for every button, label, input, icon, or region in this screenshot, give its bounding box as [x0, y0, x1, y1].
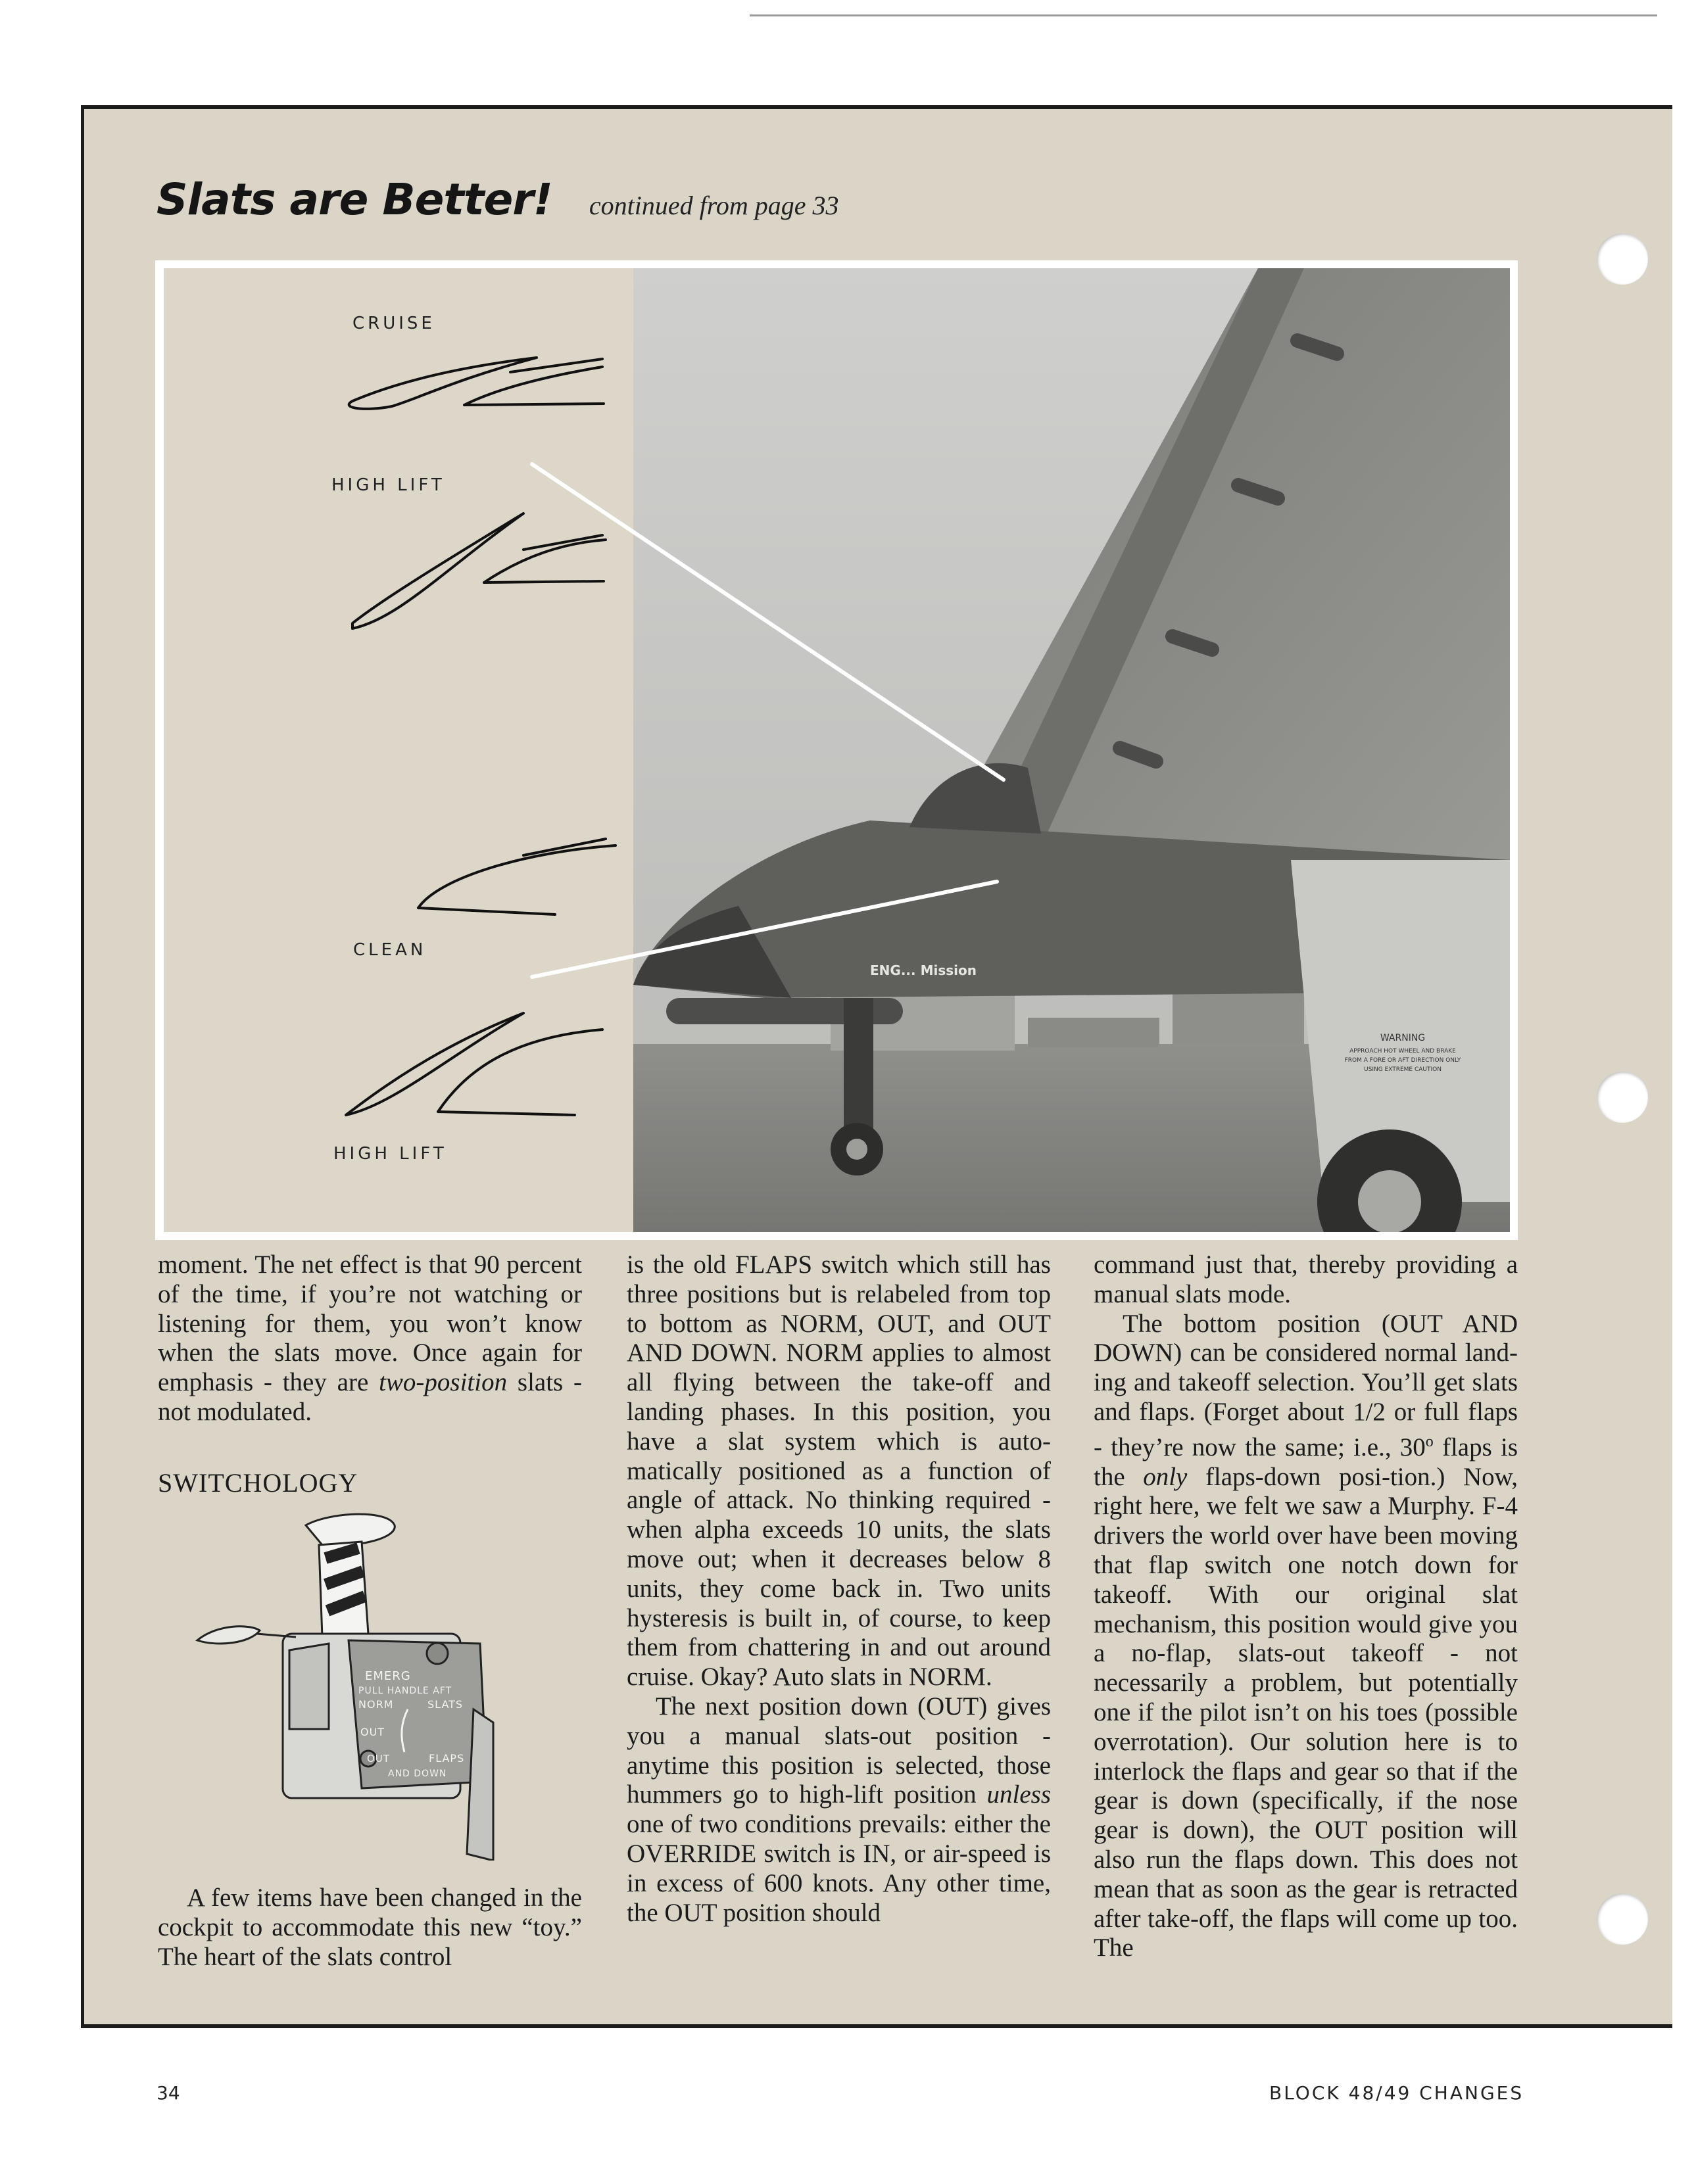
switch-label: PULL HANDLE AFT: [358, 1686, 452, 1696]
highlift-top-slat: [352, 513, 523, 629]
highlift-bottom-slat: [346, 1013, 523, 1115]
headline: [157, 174, 839, 225]
page-number: 34: [157, 2082, 180, 2104]
switch-label: EMERG: [365, 1669, 411, 1683]
top-rule: [750, 14, 1657, 16]
flap-switch-illustration: [191, 1512, 506, 1861]
placard-line: FROM A FORE OR AFT DIRECTION ONLY: [1344, 1057, 1461, 1064]
paragraph: The next position down (OUT) gives you a manual slats-out position - anytime this position is selected, those hummers go to high-lift position unless one of two conditions prevails: either the OVERRIDE switch is IN, or air-speed is in excess of 600 knots. Any other time, the OUT position should: [627, 1692, 1051, 1927]
label-cruise: CRUISE: [352, 314, 435, 333]
paragraph: is the old FLAPS switch which still has three positions but is relabeled from top to bottom as NORM, OUT, and OUT AND DOWN. NORM applies to almost all flying between the take-off and landing phases. In this position, you have a slat system which is auto-matically positioned as a function of angle of attack. No thinking required - when alpha exceeds 10 units, the slats move out; when it decreases below 8 units, they come back in. Two units hysteresis is built in, of course, to keep them from chattering in and out around cruise. Okay? Auto slats in NORM.: [627, 1250, 1051, 1692]
placard-line: WARNING: [1380, 1033, 1426, 1043]
switch-label: FLAPS: [429, 1752, 465, 1765]
switch-label: OUT: [367, 1753, 390, 1765]
column-2: [627, 1250, 1051, 1928]
binder-hole: [1597, 233, 1648, 285]
placard-line: APPROACH HOT WHEEL AND BRAKE: [1349, 1048, 1456, 1055]
leader-line-clean: [532, 882, 997, 977]
continued-note: continued from page 33: [589, 191, 839, 220]
switch-label: OUT: [360, 1726, 385, 1738]
label-high-lift-bottom: HIGH LIFT: [333, 1144, 447, 1164]
switch-label: AND DOWN: [388, 1769, 447, 1779]
column-3: [1094, 1250, 1518, 1963]
placard-line: USING EXTREME CAUTION: [1364, 1066, 1442, 1073]
column-1: [158, 1250, 582, 1427]
article-title: Slats are Better!: [157, 174, 552, 225]
switchology-heading: SWITCHOLOGY: [158, 1468, 358, 1498]
binder-hole: [1597, 1893, 1648, 1945]
paragraph: command just that, thereby providing a manual slats mode.: [1094, 1250, 1518, 1308]
paragraph: moment. The net effect is that 90 percent of the time, if you’re not watching or listening for them, you won’t know when the slats move. Once again for emphasis - they are two-position slats - not modulated.: [158, 1250, 582, 1426]
paragraph: The bottom position (OUT AND DOWN) can be considered normal land-ing and takeoff selection. You’ll get slats and flaps. (Forget about 1/2 or full flaps - they’re now the same; i.e., 30$^o$ flaps is the only flaps-down posi-tion.) Now, right here, we felt we saw a Murphy. F-4 drivers the world over have been moving that flap switch one notch down for takeoff. With our original slat mechanism, this position would give you a no-flap, slats-out takeoff - not necessarily a problem, but potentially one if the pilot isn’t on his toes (possible overrotation). Our solution here is to interlock the flaps and gear so that if the gear is down (specifically, if the nose gear is down), the OUT position will also run the flaps down. This does not mean that as soon as the gear is retracted after take-off, the flaps will come up too. The: [1094, 1309, 1518, 1962]
clean-wing: [418, 839, 616, 914]
label-clean: CLEAN: [353, 940, 427, 960]
nose-placard: ENG... Mission: [870, 962, 977, 978]
highlift-top-wing: [484, 535, 606, 582]
switch-label: NORM: [358, 1698, 394, 1711]
label-high-lift-top: HIGH LIFT: [331, 475, 445, 495]
section-footer: BLOCK 48/49 CHANGES: [1269, 2082, 1524, 2104]
airfoil-drawings: [155, 260, 1518, 1240]
paragraph: A few items have been changed in the cockpit to accommodate this new “toy.” The heart of the slats control: [158, 1884, 582, 1971]
highlift-bottom-wing: [438, 1030, 602, 1115]
leader-line-highlift: [532, 464, 1004, 780]
switch-label: SLATS: [427, 1698, 464, 1711]
column-1-bottom: [158, 1884, 582, 1972]
binder-hole: [1597, 1072, 1648, 1123]
cruise-slat: [349, 358, 537, 409]
